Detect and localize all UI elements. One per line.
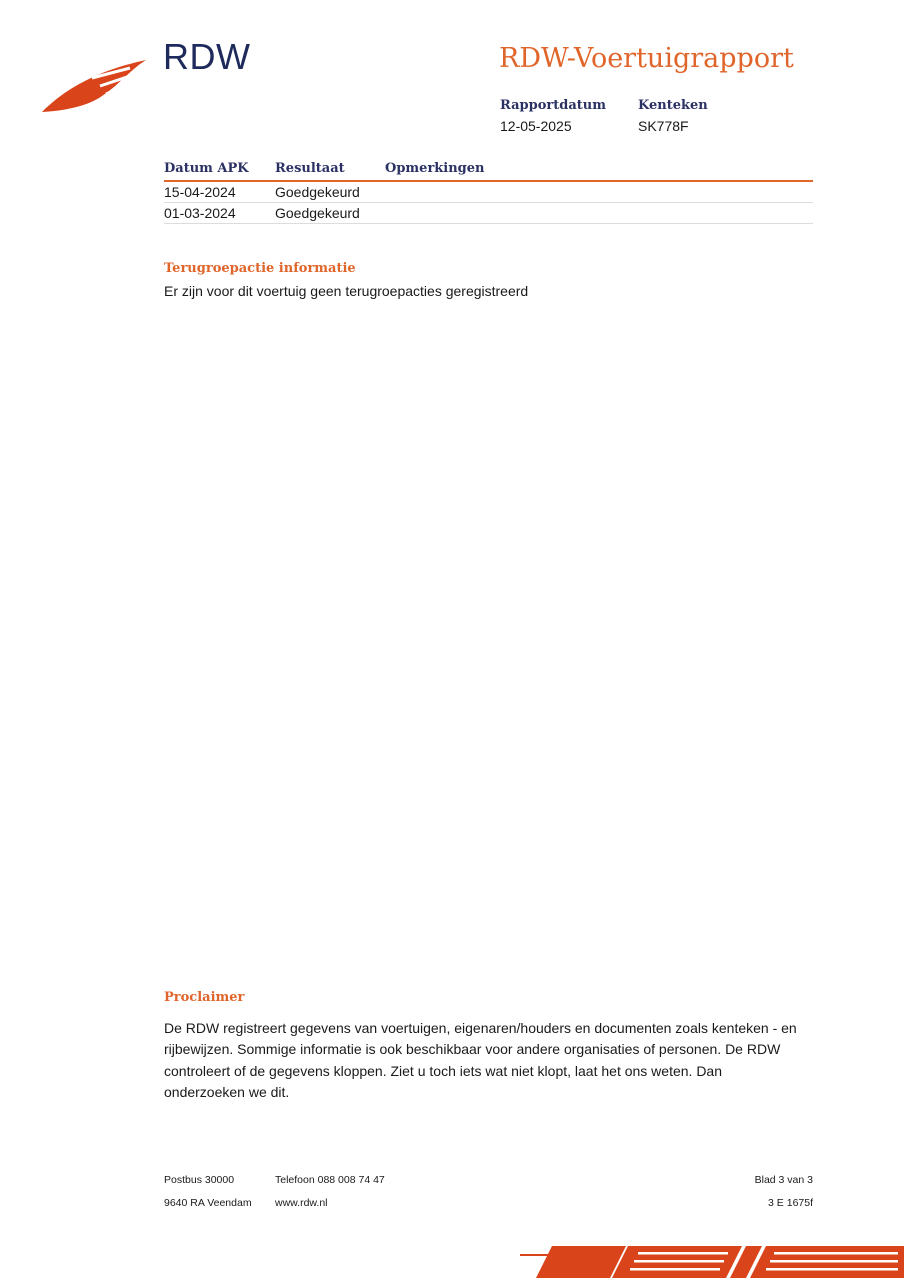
apk-table (164, 160, 813, 224)
table-header (164, 160, 813, 182)
table-cell-resultaat: Goedgekeurd (275, 184, 360, 200)
report-title: RDW-Voertuigrapport (499, 43, 794, 74)
footer-website[interactable]: www.rdw.nl (275, 1197, 328, 1209)
footer-page-number: Blad 3 van 3 (754, 1174, 813, 1186)
proclaimer-title: Proclaimer (164, 990, 245, 1005)
recall-title: Terugroepactie informatie (164, 261, 356, 276)
kenteken-label: Kenteken (638, 98, 708, 113)
footer-code: 3 E 1675f (768, 1197, 813, 1209)
rapportdatum-value: 12-05-2025 (500, 118, 572, 134)
column-header-resultaat: Resultaat (275, 161, 345, 176)
rdw-logo-icon (40, 54, 150, 116)
rapportdatum-label: Rapportdatum (500, 98, 606, 113)
footer-postbus: Postbus 30000 (164, 1174, 235, 1186)
table-cell-datum: 15-04-2024 (164, 184, 236, 200)
footer-city: 9640 RA Veendam (164, 1197, 252, 1209)
brand-name: RDW (163, 36, 251, 77)
proclaimer-text: De RDW registreert gegevens van voertuigen, eigenaren/houders en documenten zoals kenteken - en rijbewijzen. Sommige informatie is ook beschikbaar voor andere organisaties of personen. De RDW controleert of de gegevens kloppen. Ziet u toch iets wat niet klopt, laat het ons weten. Dan onderzoeken we dit. (164, 1020, 797, 1101)
table-cell-datum: 01-03-2024 (164, 205, 236, 221)
kenteken-value: SK778F (638, 118, 689, 134)
footer-telefoon: Telefoon 088 008 74 47 (275, 1174, 385, 1186)
table-row (164, 203, 813, 224)
table-cell-resultaat: Goedgekeurd (275, 205, 360, 221)
decorative-stripes-icon (518, 1244, 904, 1280)
column-header-opmerkingen: Opmerkingen (385, 161, 485, 176)
table-row (164, 182, 813, 203)
column-header-datum-apk: Datum APK (164, 161, 249, 176)
recall-text: Er zijn voor dit voertuig geen terugroepacties geregistreerd (164, 283, 529, 299)
